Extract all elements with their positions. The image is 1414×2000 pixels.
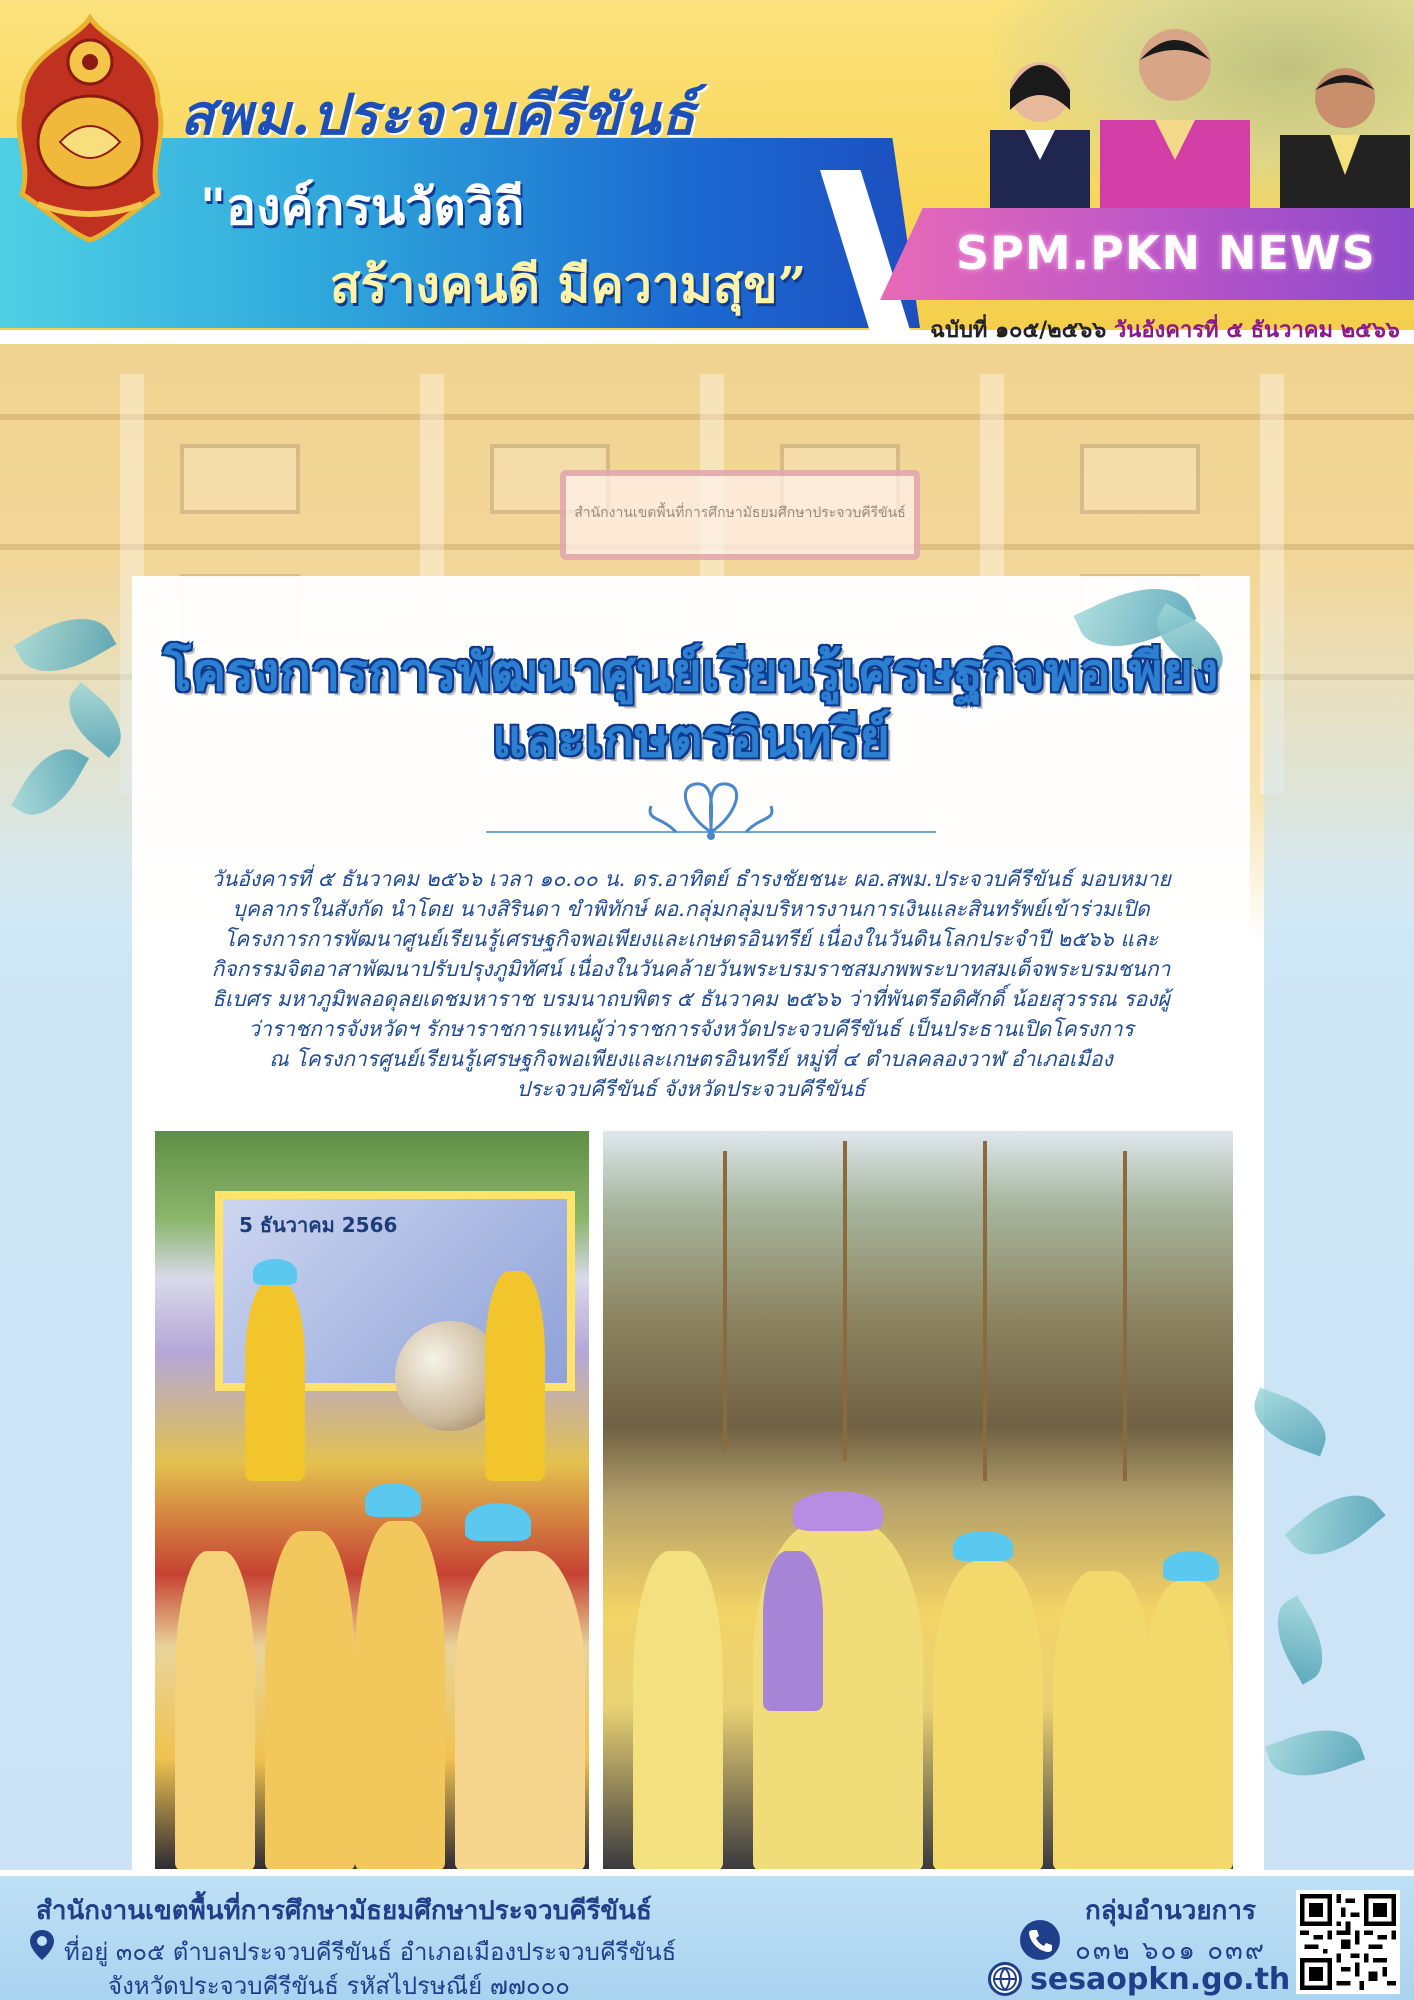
bamboo-pole xyxy=(983,1141,987,1481)
bamboo-pole xyxy=(843,1141,847,1461)
issue-date: วันอังคารที่ ๕ ธันวาคม ๒๕๖๖ xyxy=(1113,317,1400,342)
person-figure xyxy=(265,1531,355,1871)
article-body-line: โครงการการพัฒนาศูนย์เรียนรู้เศรษฐกิจพอเพียงและเกษตรอินทรีย์ เนื่องในวันดินโลกประจำปี ๒๕๖๖ และ xyxy=(223,927,1159,951)
person-sleeve xyxy=(763,1551,823,1711)
right-side-panel xyxy=(1264,560,1414,1870)
person-figure xyxy=(485,1271,545,1481)
person-cap xyxy=(253,1259,297,1285)
article-body-line: วันอังคารที่ ๕ ธันวาคม ๒๕๖๖ เวลา ๑๐.๐๐ น. ดร.อาทิตย์ ธำรงชัยชนะ ผอ.สพม.ประจวบคีรีขันธ์ มอบหมาย xyxy=(211,867,1171,891)
building-window xyxy=(1080,444,1200,514)
building-window xyxy=(180,444,300,514)
footer-address-line-1: ที่อยู่ ๓๐๕ ตำบลประจวบคีรีขันธ์ อำเภอเมืองประจวบคีรีขันธ์ xyxy=(64,1938,677,1966)
issue-info xyxy=(930,312,1400,342)
article-title xyxy=(132,640,1250,772)
person-figure xyxy=(1143,1581,1233,1871)
footer-website[interactable]: sesaopkn.go.th xyxy=(1030,1962,1291,1997)
article-body-line: ว่าราชการจังหวัดฯ รักษาราชการแทนผู้ว่าราชการจังหวัดประจวบคีรีขันธ์ เป็นประธานเปิดโครงการ xyxy=(248,1017,1134,1041)
bamboo-pole xyxy=(1123,1151,1127,1481)
event-photo-volunteers xyxy=(600,1128,1236,1872)
bamboo-pole xyxy=(723,1151,727,1451)
article-body xyxy=(150,864,1232,1104)
person-figure xyxy=(633,1551,723,1871)
person-figure xyxy=(245,1281,305,1481)
map-pin-icon xyxy=(28,1928,56,1962)
event-banner-text: 5 ธันวาคม 2566 xyxy=(239,1213,398,1237)
globe-icon xyxy=(988,1962,1022,1996)
footer-address-line-2: จังหวัดประจวบคีรีขันธ์ รหัสไปรษณีย์ ๗๗๐๐๐ xyxy=(108,1972,570,2000)
header-banner xyxy=(0,0,1414,342)
person-figure xyxy=(175,1551,255,1871)
article-body-line: ธิเบศร มหาภูมิพลอดุลยเดชมหาราช บรมนาถบพิตร ๕ ธันวาคม ๒๕๖๖ ว่าที่พันตรีอดิศักดิ์ น้อยสุวรรณ รองผู้ xyxy=(212,987,1170,1011)
obec-logo xyxy=(8,14,172,244)
office-sign xyxy=(560,470,920,560)
person-cap xyxy=(1163,1551,1219,1581)
qr-code[interactable] xyxy=(1296,1890,1400,1994)
office-sign-text: สำนักงานเขตพื้นที่การศึกษามัธยมศึกษาประจวบคีรีขันธ์ xyxy=(574,505,906,521)
article-body-line: ณ โครงการศูนย์เรียนรู้เศรษฐกิจพอเพียงและเกษตรอินทรีย์ หมู่ที่ ๔ ตำบลคลองวาฬ อำเภอเมือง xyxy=(269,1047,1113,1071)
person-cap xyxy=(365,1483,421,1517)
footer-office-name: สำนักงานเขตพื้นที่การศึกษามัธยมศึกษาประจวบคีรีขันธ์ xyxy=(36,1896,652,1926)
executives-portraits xyxy=(970,10,1414,210)
slogan-line-2: สร้างคนดี มีความสุข” xyxy=(330,255,807,314)
person-cap xyxy=(793,1491,883,1531)
article-title-line-2: และเกษตรอินทรีย์ xyxy=(492,709,890,769)
article-title-line-1: โครงการการพัฒนาศูนย์เรียนรู้เศรษฐกิจพอเพียง xyxy=(163,643,1219,703)
person-cap xyxy=(465,1503,531,1541)
footer-phone[interactable]: ๐๓๒ ๖๐๑ ๐๓๙ xyxy=(1075,1936,1266,1966)
phone-icon xyxy=(1020,1920,1060,1960)
article-body-line: บุคลากรในสังกัด นำโดย นางสิรินดา ขำพิทักษ์ ผอ.กลุ่มกลุ่มบริหารงานการเงินและสินทรัพย์เข้าร่วมเปิด xyxy=(232,897,1150,921)
person-figure xyxy=(1053,1571,1153,1871)
person-figure xyxy=(933,1561,1043,1871)
footer-group-name: กลุ่มอำนวยการ xyxy=(1085,1896,1256,1926)
person-figure xyxy=(455,1551,585,1871)
org-title: สพม.ประจวบคีรีขันธ์ xyxy=(180,82,697,148)
person-cap xyxy=(953,1531,1013,1561)
ornament-divider xyxy=(486,776,936,846)
person-figure xyxy=(355,1521,445,1871)
article-body-line: กิจกรรมจิตอาสาพัฒนาปรับปรุงภูมิทัศน์ เนื่องในวันคล้ายวันพระบรมราชสมภพพระบาทสมเด็จพระบรมชนกา xyxy=(211,957,1171,981)
event-photo-ceremony xyxy=(152,1128,592,1872)
slogan-line-1: "องค์กรนวัตวิถี xyxy=(200,177,525,236)
article-body-line: ประจวบคีรีขันธ์ จังหวัดประจวบคีรีขันธ์ xyxy=(516,1077,866,1101)
issue-number: ฉบับที่ ๑๐๕/๒๕๖๖ xyxy=(930,317,1107,342)
news-title: SPM.PKN NEWS xyxy=(956,226,1376,280)
